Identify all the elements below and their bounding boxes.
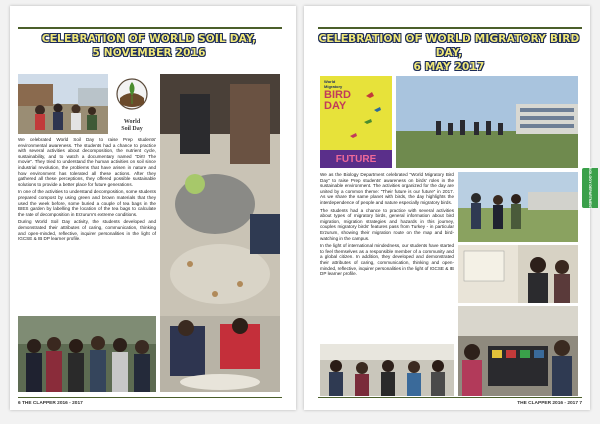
paragraph: During World Soil Day activity, the students developed and demonstrated their attributes of caring, communication, thinking and open-minded, reflective, inquirer personalities in the light of IGCSE & IB DP learner profile. [18, 219, 156, 242]
right-page [304, 6, 593, 410]
photo-students-binoculars [458, 172, 578, 242]
article-body [18, 137, 156, 315]
photo-planting [160, 316, 280, 392]
page-footer: THE CLAPPER 2016 - 2017 7 [517, 401, 582, 406]
poster-bottom-text: FUTURE [335, 153, 377, 165]
footer-rule [18, 397, 282, 398]
title-line-2: 6 MAY 2017 [413, 61, 485, 73]
department-side-tab [582, 168, 598, 208]
title-line-1: CELEBRATION OF WORLD MIGRATORY BIRD DAY, [318, 33, 580, 59]
header-rule [318, 27, 582, 29]
photo-bird-watching [396, 76, 578, 168]
logo-text-line-1: World [123, 119, 141, 125]
header-rule [18, 27, 282, 29]
left-page [10, 6, 296, 410]
soil-globe-icon [110, 74, 154, 114]
footer-rule [318, 397, 582, 398]
page-title [318, 32, 580, 74]
logo-text-line-2: Soil Day [121, 126, 143, 132]
photo-student-group [18, 316, 156, 392]
world-soil-day-logo [110, 74, 154, 134]
migratory-bird-day-poster [320, 76, 392, 168]
poster-line-4: DAY [324, 100, 347, 112]
photo-soil-activity [160, 74, 280, 320]
paragraph: The students had a chance to practice with several activities about types of migratory birds, general information about bird migration, migration strategies and hazards in this journey, couples migratory birds' features pass from Turkey - in particular Erzurum, showing their migration route on the map and bird-watching in the campus. [320, 207, 454, 241]
photo-classroom-map [458, 245, 578, 303]
title-line-2: 5 NOVEMBER 2016 [92, 47, 206, 59]
title-line-1: CELEBRATION OF WORLD SOIL DAY, [41, 33, 257, 45]
photo-classroom-students [320, 344, 454, 396]
poster-line-3: BIRD [324, 89, 351, 101]
paragraph: In the light of international mindedness, our students have started to feel themselves as a responsible member of a community and a global citizen. In addition, they developed and demonstrated their attributes of caring, communication, thinking and open-minded, reflective, inquirer personalities in the light of IGCSE & IB DP learner profile. [320, 243, 454, 277]
page-title [18, 32, 280, 60]
poster-line-2: Migratory [324, 83, 343, 89]
article-body [320, 172, 454, 372]
page-footer: 6 THE CLAPPER 2016 - 2017 [18, 401, 83, 406]
paragraph: In one of the activities to understand decomposition, some students prepared compost by using green and brown materials that they used the week before, some buried a couple of tea bags in the BIES garden by labelling the location of the tea bags to calculate the rate of decomposition in Erzurum's extreme conditions. [18, 189, 156, 217]
paragraph: We celebrated World Soil Day to raise Prep students' environmental awareness. The students had a chance to practice with several activities about decomposition, the nutrient cycle, sustainability, and to watch a documentary named "Dirt! The movie". They tried to understand the human activities on soil since industrial revolution, the problems that have arisen in nature and how environment has tolerated all these actions. After they gathered all these perceptions, they offered possible sustainable solutions to provide a better place for future generations. [18, 137, 156, 187]
paragraph: We as the Biology Department celebrated "World Migratory Bird Day" to raise Prep students' awareness on birds' roles in the sustainable environment. The activities organized for the day are united by a common theme: "Their future is our future" in 2017. As we share the same planet with birds, the day highlights the interdependence of people and nature especially migratory birds. [320, 172, 454, 205]
side-tab-label: BIOLOGY DEPARTMENT [588, 166, 593, 210]
photo-students-garden [18, 74, 108, 134]
poster-line-1: World [324, 79, 336, 84]
photo-board-game [458, 306, 578, 396]
